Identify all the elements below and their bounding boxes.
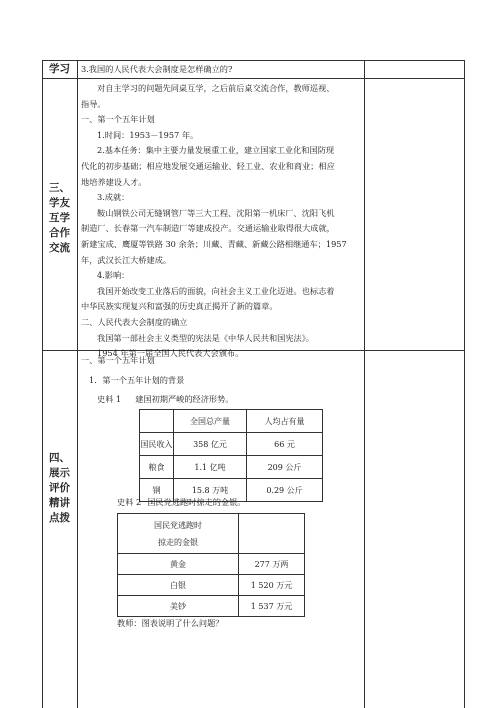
table-row	[118, 596, 305, 617]
table-cell: 钢	[140, 479, 174, 502]
content-line: 制造厂、长春第一汽车制造厂等建成投产。交通运输业取得很大成就，	[81, 223, 335, 234]
table-cell: 粮食	[140, 456, 174, 479]
content-line: 代化的初步基础；相应地发展交通运输业、轻工业、农业和商业；相应	[81, 160, 335, 171]
table-header-row	[140, 410, 323, 433]
content-line: 中华民族实现复兴和富强的历史真正揭开了新的篇章。	[81, 301, 278, 312]
cooperate-label-line: 互学	[49, 212, 70, 224]
content-line: 我国开始改变工业落后的面貌，向社会主义工业化迈进。也标志着	[97, 285, 335, 296]
display-label-line: 精讲	[49, 497, 70, 509]
cooperate-label-line: 学友	[49, 197, 70, 209]
content-line: 4.影响：	[97, 270, 130, 281]
display-label-line: 四、	[49, 452, 70, 464]
table-header-row	[118, 514, 305, 554]
table-cell	[239, 514, 305, 554]
table-cell: 1 537 万元	[239, 596, 305, 617]
content-line: 1954 年第一届全国人民代表大会颁布。	[97, 348, 244, 359]
source2-desc: 国民党逃跑时掠走的金银。	[147, 497, 246, 507]
gold-silver-table	[117, 513, 305, 617]
cooperate-label-line: 交流	[49, 242, 70, 254]
content-heading: 二、人民代表大会制度的确立	[81, 316, 188, 327]
cooperate-content	[81, 81, 359, 362]
table-row	[140, 456, 323, 479]
content-line: 地培养建设人才。	[81, 176, 147, 187]
study-question: 3.我国的人民代表大会制度是怎样确立的?	[81, 64, 233, 74]
content-line: 年，武汉长江大桥建成。	[81, 254, 172, 265]
lesson-plan-table	[42, 60, 465, 708]
table-cell: 358 亿元	[174, 433, 247, 456]
table-cell: 人均占有量	[247, 410, 323, 433]
content-heading: 一、第一个五年计划	[81, 114, 155, 125]
cooperate-label	[43, 181, 76, 256]
display-label-line: 展示	[49, 467, 70, 479]
source2-caption	[117, 495, 395, 511]
display-label-line: 评价	[49, 482, 70, 494]
label-column-divider	[77, 61, 78, 708]
content-line: 1.时间：1953－1957 年。	[97, 129, 199, 140]
table-cell: 209 公斤	[247, 456, 323, 479]
content-line: 3.成就：	[97, 192, 130, 203]
content-line: 我国第一部社会主义类型的宪法是《中华人民共和国宪法》。	[97, 332, 314, 343]
display-subheading: 1．第一个五年计划的背景	[89, 375, 185, 385]
table-cell	[118, 514, 239, 554]
content-line: 鞍山钢铁公司无缝钢管厂等三大工程、沈阳第一机床厂、沈阳飞机	[97, 207, 335, 218]
source1-caption	[97, 392, 375, 408]
source2-title: 史料 2	[117, 497, 142, 507]
row-divider-1	[43, 78, 464, 79]
table-cell: 1.1 亿吨	[174, 456, 247, 479]
cooperate-label-line: 合作	[49, 227, 70, 239]
content-line: 新建宝成、鹰厦等铁路 30 余条；川藏、青藏、新藏公路相继通车；1957	[81, 238, 347, 249]
teacher-question: 教师：图表说明了什么问题？	[117, 618, 224, 628]
table-cell: 66 元	[247, 433, 323, 456]
table-cell: 美钞	[118, 596, 239, 617]
source1-title: 史料 1	[97, 394, 122, 404]
table-row	[140, 433, 323, 456]
table-row	[118, 575, 305, 596]
table-cell	[140, 410, 174, 433]
table-cell: 白银	[118, 575, 239, 596]
content-line: 对自主学习的问题先同桌互学，之后前后桌交流合作，教师巡视、	[97, 83, 335, 93]
table-cell: 1 520 万元	[239, 575, 305, 596]
table-cell: 国民收入	[140, 433, 174, 456]
table-cell: 15.8 万吨	[174, 479, 247, 502]
table-row	[118, 554, 305, 575]
display-heading: 一、第一个五年计划	[81, 355, 155, 365]
table-cell: 0.29 公斤	[247, 479, 323, 502]
source1-desc: 建国初期严峻的经济形势。	[135, 394, 234, 404]
table-cell: 277 万两	[239, 554, 305, 575]
economy-table	[139, 409, 323, 502]
display-label	[43, 451, 76, 526]
table-cell: 黄金	[118, 554, 239, 575]
cooperate-label-line: 三、	[49, 182, 70, 194]
study-label: 学习	[49, 63, 70, 75]
table-cell: 全国总产量	[174, 410, 247, 433]
table-header-line: 掠走的金银	[158, 537, 198, 547]
display-label-line: 点拨	[49, 512, 70, 524]
table-header-line: 国民党逃跑时	[154, 520, 202, 530]
content-line: 2.基本任务：集中主要力量发展重工业，建立国家工业化和国防现	[97, 145, 335, 156]
content-line: 指导。	[81, 98, 106, 109]
